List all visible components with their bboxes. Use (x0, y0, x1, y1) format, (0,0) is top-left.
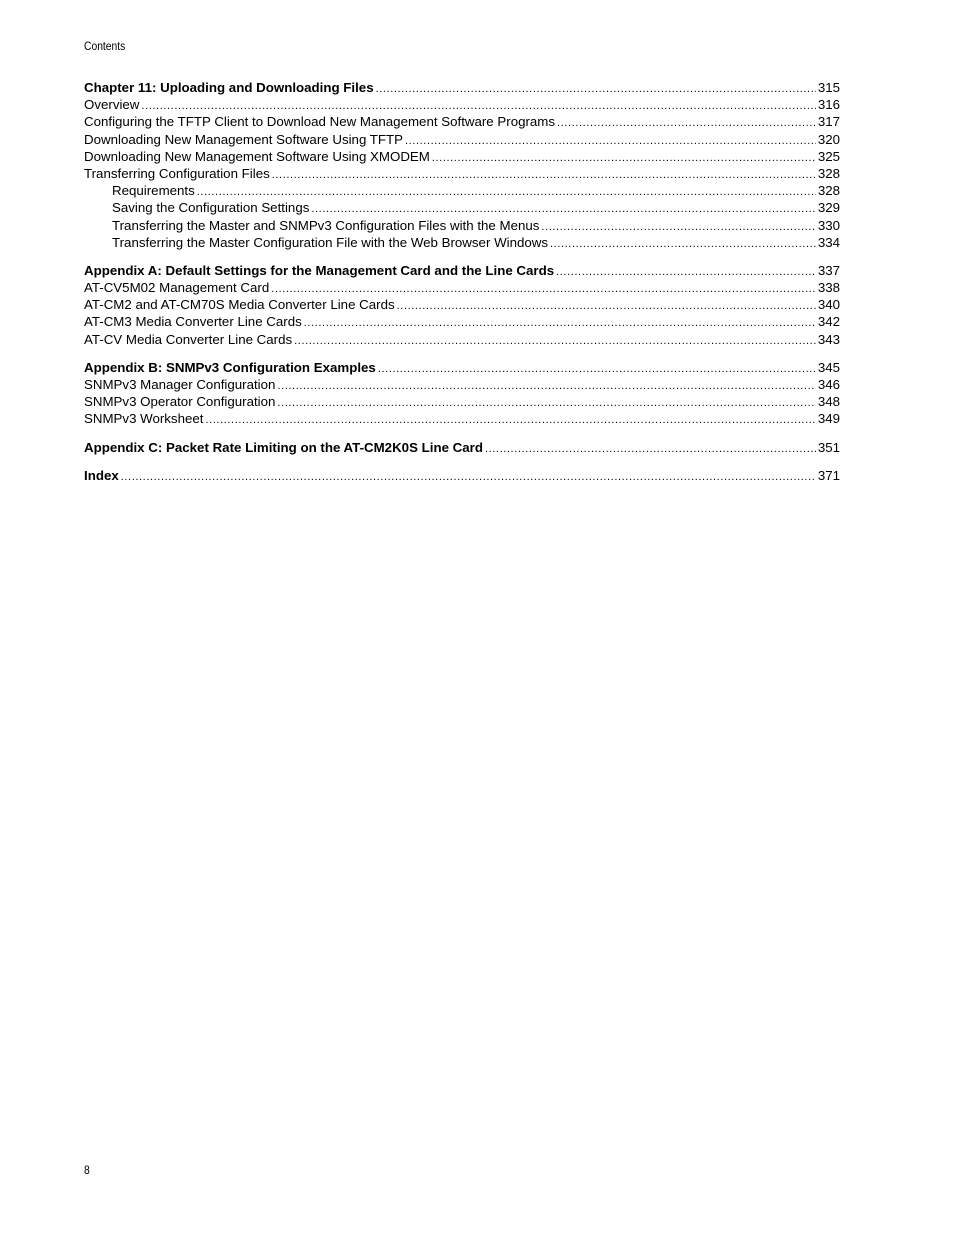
toc-entry-page: 345 (817, 359, 840, 375)
toc-entry-title: AT-CV5M02 Management Card (84, 280, 270, 296)
toc-entry-title: Chapter 11: Uploading and Downloading Files (84, 80, 374, 95)
toc-entry-title: Appendix B: SNMPv3 Configuration Examples (84, 359, 376, 375)
toc-entry-title: AT-CM2 and AT-CM70S Media Converter Line Cards (84, 297, 395, 313)
dot-leader (557, 115, 816, 132)
toc-entry-page: 371 (817, 467, 840, 483)
toc-entry-page: 329 (817, 200, 840, 216)
toc-entry-page: 325 (817, 148, 840, 164)
toc-entry[interactable] (84, 165, 840, 182)
toc-entry-page: 349 (817, 411, 840, 427)
toc-entry-page: 315 (817, 80, 840, 95)
toc-entry-title: Appendix C: Packet Rate Limiting on the AT-CM2K0S Line Card (84, 439, 483, 455)
toc-entry[interactable] (84, 467, 840, 484)
toc-entry[interactable] (84, 331, 840, 348)
toc-entry-title: Transferring the Master Configuration File with the Web Browser Windows (112, 234, 549, 250)
dot-leader (277, 378, 815, 395)
dot-leader (304, 315, 816, 332)
dot-leader (205, 412, 815, 429)
toc-entry[interactable] (84, 439, 840, 456)
dot-leader (376, 81, 816, 98)
toc-entry-title: Saving the Configuration Settings (112, 200, 310, 216)
toc-entry-title: Transferring Configuration Files (84, 165, 270, 181)
toc-entry-title: Requirements (112, 183, 195, 199)
toc-entry-page: 334 (817, 234, 840, 250)
toc-entry[interactable] (84, 199, 840, 216)
dot-leader (397, 298, 816, 315)
toc-entry-page: 346 (817, 377, 840, 392)
toc-entry[interactable] (84, 79, 840, 96)
toc-entry-page: 340 (817, 297, 840, 313)
toc-entry-title: Downloading New Management Software Using XMODEM (84, 148, 430, 164)
dot-leader (485, 441, 816, 458)
dot-leader (121, 469, 816, 486)
toc-entry[interactable] (84, 393, 840, 410)
toc-entry-page: 342 (817, 314, 840, 330)
toc-entry-title: SNMPv3 Worksheet (84, 411, 204, 427)
dot-leader (556, 264, 816, 281)
dot-leader (550, 236, 816, 253)
toc-entry-page: 337 (817, 262, 840, 278)
toc-entry-page: 328 (817, 165, 840, 181)
page-number: 8 (84, 1163, 90, 1177)
toc-entry-page: 328 (817, 183, 840, 199)
toc-entry[interactable] (84, 410, 840, 427)
toc-entry-page: 330 (817, 217, 840, 233)
toc-entry-page: 343 (817, 331, 840, 347)
toc-entry-title: Transferring the Master and SNMPv3 Configuration Files with the Menus (112, 217, 540, 233)
toc-entry-page: 348 (817, 394, 840, 410)
toc-entry[interactable] (84, 96, 840, 113)
toc-entry[interactable] (84, 279, 840, 296)
dot-leader (378, 361, 816, 378)
toc-entry[interactable] (84, 313, 840, 330)
dot-leader (432, 150, 816, 167)
toc-entry-page: 320 (817, 131, 840, 147)
toc-entry-page: 316 (817, 97, 840, 113)
dot-leader (294, 333, 816, 350)
dot-leader (272, 167, 816, 184)
toc-entry[interactable] (84, 217, 840, 234)
dot-leader (405, 133, 816, 150)
toc-entry-title: SNMPv3 Operator Configuration (84, 394, 276, 410)
toc-entry-title: AT-CM3 Media Converter Line Cards (84, 314, 302, 330)
toc-entry-page: 317 (817, 114, 840, 130)
toc-entry[interactable] (84, 131, 840, 148)
toc-entry-title: Configuring the TFTP Client to Download New Management Software Programs (84, 114, 556, 130)
toc-entry[interactable] (84, 113, 840, 130)
dot-leader (277, 395, 815, 412)
toc-entry[interactable] (84, 296, 840, 313)
dot-leader (541, 219, 815, 236)
running-header: Contents (84, 39, 126, 53)
toc-entry-title: Appendix A: Default Settings for the Management Card and the Line Cards (84, 262, 555, 278)
toc-entry[interactable] (84, 359, 840, 376)
table-of-contents (84, 79, 840, 484)
toc-entry[interactable] (84, 376, 840, 393)
toc-entry-title: SNMPv3 Manager Configuration (84, 377, 276, 392)
toc-entry[interactable] (84, 234, 840, 251)
toc-entry-title: AT-CV Media Converter Line Cards (84, 331, 293, 347)
toc-entry-title: Index (84, 467, 119, 483)
toc-entry-page: 351 (817, 439, 840, 455)
toc-entry-title: Overview (84, 97, 140, 113)
toc-entry[interactable] (84, 148, 840, 165)
toc-entry[interactable] (84, 182, 840, 199)
toc-entry-page: 338 (817, 280, 840, 296)
toc-entry-title: Downloading New Management Software Using TFTP (84, 131, 404, 147)
toc-entry[interactable] (84, 262, 840, 279)
